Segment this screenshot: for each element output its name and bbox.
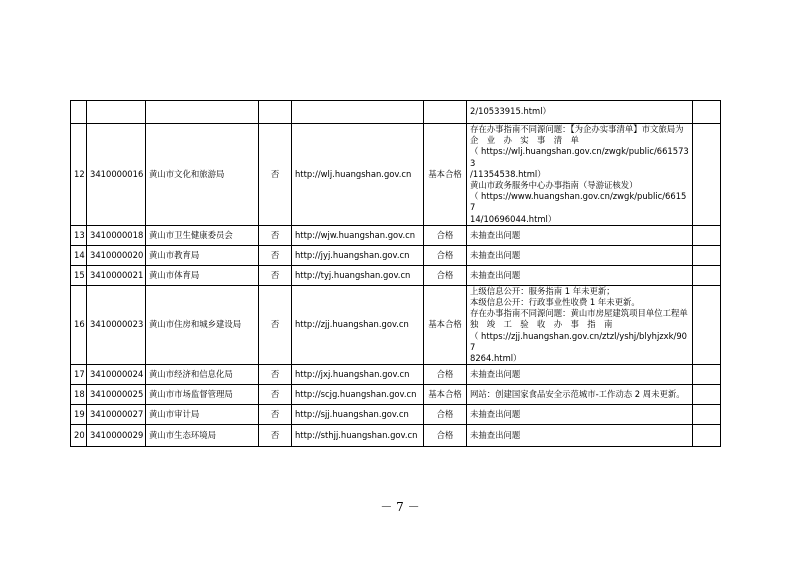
- website-url[interactable]: http://tyj.huangshan.gov.cn: [292, 265, 424, 285]
- note-line: 独 竣 工 验 收 办 事 指 南: [470, 319, 613, 330]
- row-number: 12: [71, 124, 87, 226]
- remarks: [693, 405, 721, 425]
- note-line: （ https://www.huangshan.gov.cn/zwgk/public/66157: [470, 191, 687, 213]
- website-url[interactable]: [292, 101, 424, 124]
- table-row: [71, 101, 721, 124]
- issue-notes: [467, 265, 693, 285]
- note-line: 未抽查出问题: [470, 409, 521, 420]
- issue-notes: [467, 385, 693, 405]
- org-code: 3410000016: [87, 124, 146, 226]
- table-row: [71, 405, 721, 425]
- note-line: （ https://wlj.huangshan.gov.cn/zwgk/public/6615733: [470, 146, 689, 168]
- issue-notes: [467, 245, 693, 265]
- org-code: 3410000027: [87, 405, 146, 425]
- issue-notes: [467, 405, 693, 425]
- remarks: [693, 225, 721, 245]
- note-line: 网站：创建国家食品安全示范城市-工作动态 2 周未更新。: [470, 389, 685, 400]
- result: 合格: [424, 245, 467, 265]
- row-number: 14: [71, 245, 87, 265]
- flag-value: 否: [259, 225, 292, 245]
- table-row: [71, 425, 721, 447]
- note-line: 2/10533915.html）: [470, 106, 551, 117]
- issue-notes: [467, 225, 693, 245]
- department-name: 黄山市卫生健康委员会: [146, 225, 259, 245]
- row-number: 18: [71, 385, 87, 405]
- website-url[interactable]: http://sjj.huangshan.gov.cn: [292, 405, 424, 425]
- department-name: 黄山市生态环境局: [146, 425, 259, 447]
- flag-value: 否: [259, 365, 292, 385]
- note-line: 未抽查出问题: [470, 269, 521, 280]
- issue-notes: [467, 285, 693, 364]
- row-number: 17: [71, 365, 87, 385]
- table-row: [71, 385, 721, 405]
- table-row: [71, 124, 721, 226]
- department-name: 黄山市体育局: [146, 265, 259, 285]
- department-name: 黄山市经济和信息化局: [146, 365, 259, 385]
- org-code: [87, 101, 146, 124]
- result: 基本合格: [424, 285, 467, 364]
- org-code: 3410000024: [87, 365, 146, 385]
- result: 合格: [424, 265, 467, 285]
- flag-value: 否: [259, 245, 292, 265]
- department-name: [146, 101, 259, 124]
- result: [424, 101, 467, 124]
- row-number: 16: [71, 285, 87, 364]
- table-row: [71, 365, 721, 385]
- org-code: 3410000020: [87, 245, 146, 265]
- issue-notes: [467, 425, 693, 447]
- website-url[interactable]: http://jxj.huangshan.gov.cn: [292, 365, 424, 385]
- remarks: [693, 365, 721, 385]
- website-url[interactable]: http://jyj.huangshan.gov.cn: [292, 245, 424, 265]
- note-line: 未抽查出问题: [470, 229, 521, 240]
- org-code: 3410000018: [87, 225, 146, 245]
- note-line: 未抽查出问题: [470, 430, 521, 441]
- note-line: 14/10696044.html）: [470, 213, 557, 224]
- issue-notes: [467, 101, 693, 124]
- flag-value: 否: [259, 124, 292, 226]
- issue-notes: [467, 124, 693, 226]
- org-code: 3410000025: [87, 385, 146, 405]
- flag-value: 否: [259, 405, 292, 425]
- note-line: 本级信息公开：行政事业性收费 1 年未更新。: [470, 297, 640, 308]
- website-url[interactable]: http://wjw.huangshan.gov.cn: [292, 225, 424, 245]
- table-row: [71, 285, 721, 364]
- flag-value: 否: [259, 285, 292, 364]
- result: 基本合格: [424, 124, 467, 226]
- remarks: [693, 385, 721, 405]
- note-line: 存在办事指南不同源问题：黄山市房屋建筑项目单位工程单: [470, 308, 688, 319]
- note-line: 黄山市政务服务中心办事指南（导游证核发）: [470, 180, 638, 191]
- department-name: 黄山市住房和城乡建设局: [146, 285, 259, 364]
- department-name: 黄山市市场监督管理局: [146, 385, 259, 405]
- website-url[interactable]: http://scjg.huangshan.gov.cn: [292, 385, 424, 405]
- note-line: 企 业 办 实 事 清 单: [470, 135, 579, 146]
- flag-value: 否: [259, 385, 292, 405]
- org-code: 3410000021: [87, 265, 146, 285]
- note-line: 未抽查出问题: [470, 249, 521, 260]
- remarks: [693, 265, 721, 285]
- result: 合格: [424, 405, 467, 425]
- row-number: [71, 101, 87, 124]
- department-name: 黄山市教育局: [146, 245, 259, 265]
- remarks: [693, 124, 721, 226]
- row-number: 19: [71, 405, 87, 425]
- flag-value: 否: [259, 265, 292, 285]
- table-row: [71, 225, 721, 245]
- result: 合格: [424, 225, 467, 245]
- row-number: 20: [71, 425, 87, 447]
- flag-value: [259, 101, 292, 124]
- department-name: 黄山市文化和旅游局: [146, 124, 259, 226]
- org-code: 3410000023: [87, 285, 146, 364]
- website-url[interactable]: http://sthjj.huangshan.gov.cn: [292, 425, 424, 447]
- result: 基本合格: [424, 385, 467, 405]
- remarks: [693, 425, 721, 447]
- note-line: 未抽查出问题: [470, 369, 521, 380]
- table-row: [71, 245, 721, 265]
- page-number: － 7 －: [380, 500, 420, 514]
- result: 合格: [424, 365, 467, 385]
- remarks: [693, 245, 721, 265]
- result: 合格: [424, 425, 467, 447]
- note-line: /11354538.html）: [470, 168, 546, 179]
- note-line: 存在办事指南不同源问题：【为企办实事清单】市文旅局为: [470, 124, 684, 134]
- row-number: 13: [71, 225, 87, 245]
- flag-value: 否: [259, 425, 292, 447]
- inspection-table: [70, 100, 721, 447]
- note-line: （ https://zjj.huangshan.gov.cn/ztzl/yshj/blyhjzxk/907: [470, 330, 687, 352]
- note-line: 上级信息公开：服务指南 1 年未更新；: [470, 285, 615, 296]
- remarks: [693, 285, 721, 364]
- website-url[interactable]: http://zjj.huangshan.gov.cn: [292, 285, 424, 364]
- website-url[interactable]: http://wlj.huangshan.gov.cn: [292, 124, 424, 226]
- note-line: 8264.html）: [470, 353, 522, 364]
- issue-notes: [467, 365, 693, 385]
- row-number: 15: [71, 265, 87, 285]
- department-name: 黄山市审计局: [146, 405, 259, 425]
- table-row: [71, 265, 721, 285]
- remarks: [693, 101, 721, 124]
- table-body: [71, 101, 721, 447]
- org-code: 3410000029: [87, 425, 146, 447]
